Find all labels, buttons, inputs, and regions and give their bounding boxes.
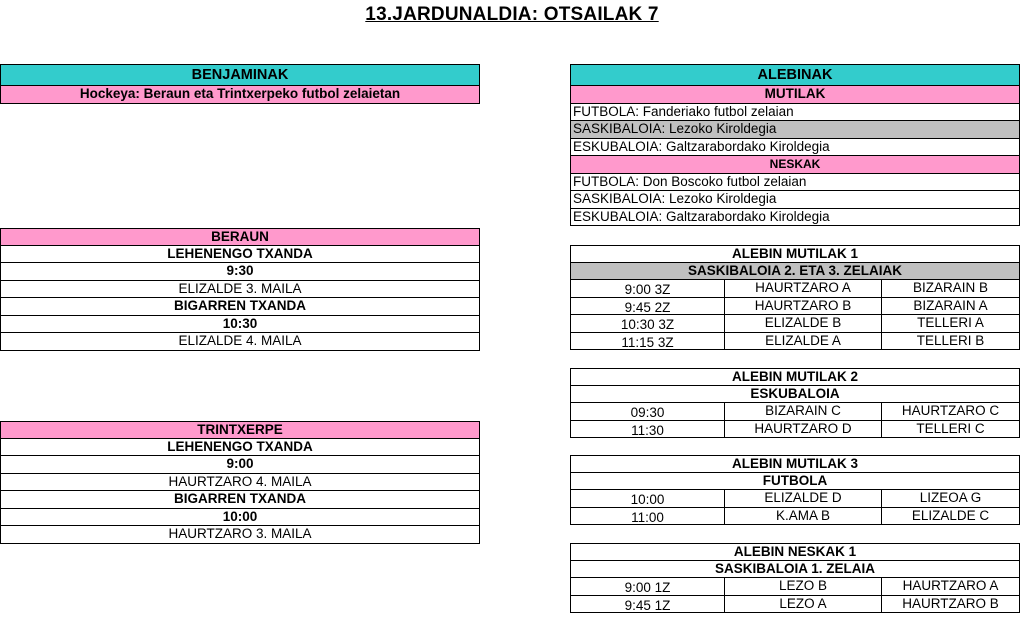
benjaminak-table — [0, 64, 480, 104]
alebinak-mutilak-item: ESKUBALOIA: Galtzarabordako Kiroldegia — [570, 139, 1020, 157]
trintxerpe-turn-1: LEHENENGO TXANDA — [0, 439, 480, 457]
am3-header: ALEBIN MUTILAK 3 — [570, 455, 1020, 473]
away-team: TELLERI B — [916, 332, 985, 348]
alebinak-neskak-label: NESKAK — [570, 156, 1020, 174]
trintxerpe-team-1: HAURTZARO 4. MAILA — [0, 474, 480, 492]
trintxerpe-table — [0, 421, 480, 544]
home-team: HAURTZARO A — [725, 280, 882, 297]
away-team: ELIZALDE C — [911, 507, 990, 523]
am1-subheader: SASKIBALOIA 2. ETA 3. ZELAIAK — [570, 263, 1020, 281]
match-time: 10:30 3Z — [571, 315, 725, 332]
table-row — [570, 578, 1020, 596]
table-row — [570, 508, 1020, 526]
home-team: LEZO B — [725, 578, 882, 595]
home-team: ELIZALDE B — [725, 315, 882, 332]
beraun-turn-1: LEHENENGO TXANDA — [0, 246, 480, 264]
alebinak-mutilak-label: MUTILAK — [570, 86, 1020, 104]
trintxerpe-time-2: 10:00 — [0, 509, 480, 527]
beraun-turn-2: BIGARREN TXANDA — [0, 298, 480, 316]
away-team: HAURTZARO A — [902, 578, 999, 593]
beraun-team-2: ELIZALDE 4. MAILA — [0, 333, 480, 351]
table-row — [570, 421, 1020, 439]
home-team: BIZARAIN C — [725, 403, 882, 420]
am1-header: ALEBIN MUTILAK 1 — [570, 245, 1020, 263]
match-time: 11:30 — [571, 421, 725, 438]
match-time: 9:45 2Z — [571, 298, 725, 315]
away-team: BIZARAIN A — [913, 297, 988, 313]
an1-subheader: SASKIBALOIA 1. ZELAIA — [570, 561, 1020, 579]
beraun-team-1: ELIZALDE 3. MAILA — [0, 281, 480, 299]
alebin-mutilak-3-table — [570, 455, 1020, 525]
trintxerpe-header: TRINTXERPE — [0, 421, 480, 439]
home-team: HAURTZARO B — [725, 298, 882, 315]
home-team: ELIZALDE D — [725, 490, 882, 507]
trintxerpe-turn-2: BIGARREN TXANDA — [0, 491, 480, 509]
away-team: LIZEOA G — [919, 490, 982, 505]
match-time: 9:45 1Z — [571, 596, 725, 613]
match-time: 9:00 1Z — [571, 578, 725, 595]
away-team: HAURTZARO C — [901, 403, 1000, 418]
home-team: HAURTZARO D — [725, 421, 882, 438]
alebinak-header: ALEBINAK — [570, 64, 1020, 86]
away-team: TELLERI C — [916, 420, 985, 436]
alebin-mutilak-2-table — [570, 368, 1020, 438]
benjaminak-subheader: Hockeya: Beraun eta Trintxerpeko futbol zelaietan — [0, 86, 480, 104]
table-row — [570, 333, 1020, 351]
table-row — [570, 280, 1020, 298]
trintxerpe-time-1: 9:00 — [0, 456, 480, 474]
alebinak-mutilak-item: FUTBOLA: Fanderiako futbol zelaian — [570, 104, 1020, 122]
alebin-mutilak-1-table — [570, 245, 1020, 350]
page-title: 13.JARDUNALDIA: OTSAILAK 7 — [365, 4, 659, 25]
table-row — [570, 596, 1020, 614]
beraun-header: BERAUN — [0, 228, 480, 246]
match-time: 11:00 — [571, 508, 725, 525]
table-row — [570, 403, 1020, 421]
am2-subheader: ESKUBALOIA — [570, 386, 1020, 404]
away-team: TELLERI A — [917, 315, 984, 330]
alebin-neskak-1-table — [570, 543, 1020, 613]
benjaminak-header: BENJAMINAK — [0, 64, 480, 86]
am2-header: ALEBIN MUTILAK 2 — [570, 368, 1020, 386]
alebinak-table — [570, 64, 1020, 226]
alebinak-mutilak-item: SASKIBALOIA: Lezoko Kiroldegia — [570, 121, 1020, 139]
match-time: 9:00 3Z — [571, 280, 725, 297]
home-team: K.AMA B — [725, 508, 882, 525]
table-row — [570, 315, 1020, 333]
alebinak-neskak-item: FUTBOLA: Don Boscoko futbol zelaian — [570, 174, 1020, 192]
am3-subheader: FUTBOLA — [570, 473, 1020, 491]
beraun-table — [0, 228, 480, 351]
an1-header: ALEBIN NESKAK 1 — [570, 543, 1020, 561]
table-row — [570, 490, 1020, 508]
match-time: 11:15 3Z — [571, 333, 725, 350]
home-team: ELIZALDE A — [725, 333, 882, 350]
alebinak-neskak-item: SASKIBALOIA: Lezoko Kiroldegia — [570, 191, 1020, 209]
home-team: LEZO A — [725, 596, 882, 613]
alebinak-neskak-item: ESKUBALOIA: Galtzarabordako Kiroldegia — [570, 209, 1020, 227]
match-time: 10:00 — [571, 490, 725, 507]
away-team: BIZARAIN B — [912, 280, 988, 295]
trintxerpe-team-2: HAURTZARO 3. MAILA — [0, 526, 480, 544]
match-time: 09:30 — [571, 403, 725, 420]
table-row — [570, 298, 1020, 316]
beraun-time-2: 10:30 — [0, 316, 480, 334]
beraun-time-1: 9:30 — [0, 263, 480, 281]
away-team: HAURTZARO B — [902, 595, 999, 611]
